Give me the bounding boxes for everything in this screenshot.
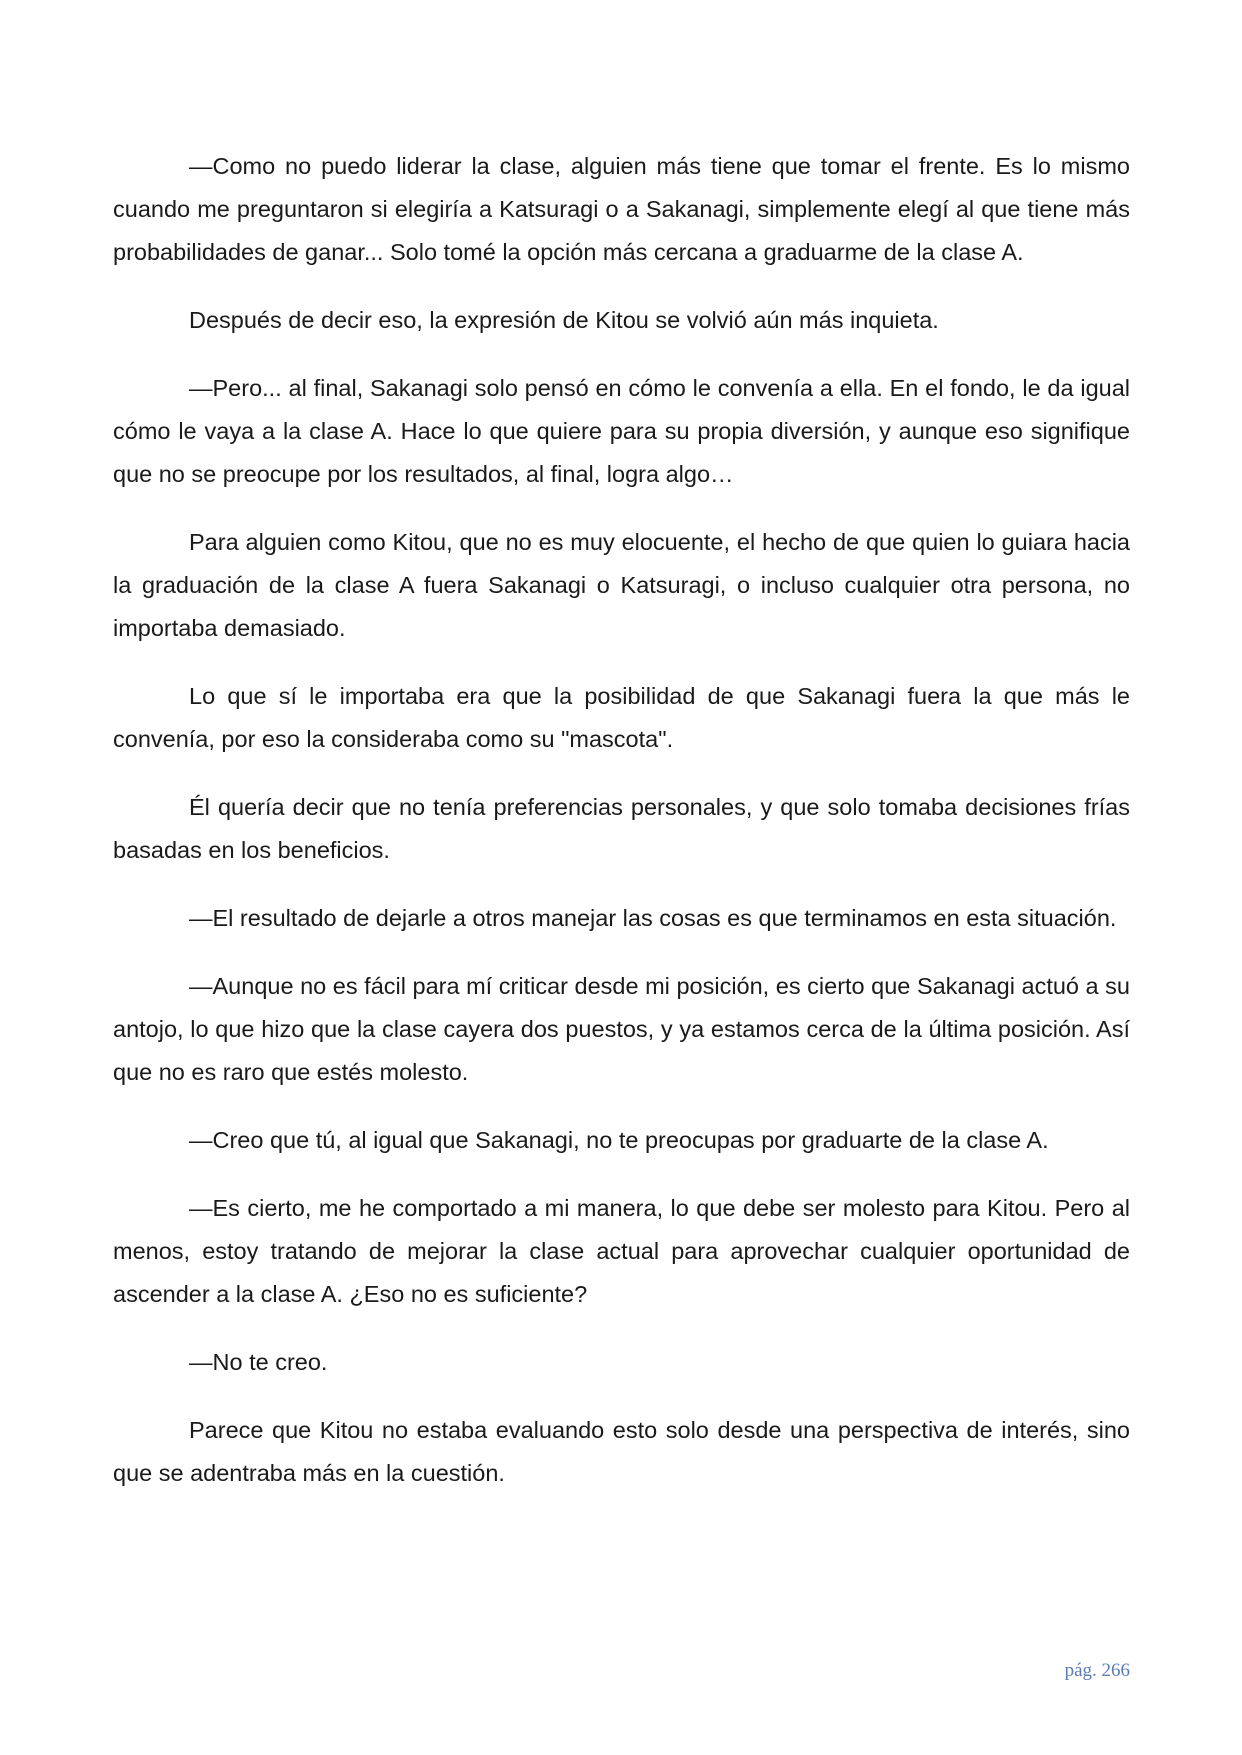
paragraph: —Pero... al final, Sakanagi solo pensó en cómo le convenía a ella. En el fondo, le da igual cómo le vaya a la clase A. Hace lo que quiere para su propia diversión, y aunque eso signifique que no se preocupe por los resultados, al final, logra algo… [113, 375, 1130, 487]
page-number: pág. 266 [1064, 1660, 1130, 1681]
paragraph: Parece que Kitou no estaba evaluando esto solo desde una perspectiva de interés, sino que se adentraba más en la cuestión. [113, 1417, 1130, 1486]
paragraph: —El resultado de dejarle a otros manejar las cosas es que terminamos en esta situación. [189, 905, 1117, 931]
paragraph: Él quería decir que no tenía preferencias personales, y que solo tomaba decisiones frías basadas en los beneficios. [113, 794, 1130, 863]
paragraph: —Como no puedo liderar la clase, alguien más tiene que tomar el frente. Es lo mismo cuando me preguntaron si elegiría a Katsuragi o a Sakanagi, simplemente elegí al que tiene más probabilidades de ganar... Solo tomé la opción más cercana a graduarme de la clase A. [113, 153, 1130, 265]
paragraph: —Aunque no es fácil para mí criticar desde mi posición, es cierto que Sakanagi actuó a su antojo, lo que hizo que la clase cayera dos puestos, y ya estamos cerca de la última posición. Así que no es raro que estés molesto. [113, 973, 1130, 1085]
paragraph: Después de decir eso, la expresión de Kitou se volvió aún más inquieta. [189, 307, 939, 333]
paragraph: Para alguien como Kitou, que no es muy elocuente, el hecho de que quien lo guiara hacia la graduación de la clase A fuera Sakanagi o Katsuragi, o incluso cualquier otra persona, no importaba demasiado. [113, 529, 1130, 641]
paragraph: —Es cierto, me he comportado a mi manera, lo que debe ser molesto para Kitou. Pero al menos, estoy tratando de mejorar la clase actual para aprovechar cualquier oportunidad de ascender a la clase A. ¿Eso no es suficiente? [113, 1195, 1130, 1307]
text-body [113, 145, 1130, 1520]
paragraph: —Creo que tú, al igual que Sakanagi, no te preocupas por graduarte de la clase A. [189, 1127, 1049, 1153]
paragraph: Lo que sí le importaba era que la posibilidad de que Sakanagi fuera la que más le convenía, por eso la consideraba como su "mascota". [113, 683, 1130, 752]
paragraph: —No te creo. [189, 1349, 328, 1375]
